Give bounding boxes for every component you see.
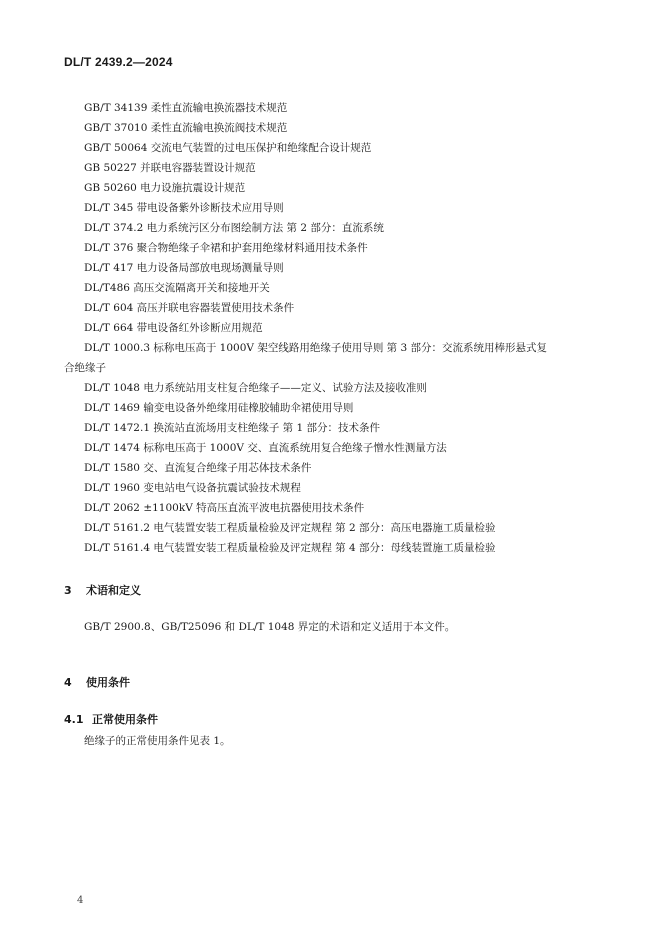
section-title: 正常使用条件 bbox=[92, 713, 158, 726]
reference-item: DL/T 1474 标称电压高于 1000V 交、直流系统用复合绝缘子憎水性测量方法 bbox=[84, 442, 447, 454]
reference-line-2: 合绝缘子 bbox=[64, 362, 106, 374]
section-3-text: GB/T 2900.8、GB/T25096 和 DL/T 1048 界定的术语和定义适用于本文件。 bbox=[84, 621, 456, 633]
reference-item: DL/T 1472.1 换流站直流场用支柱绝缘子 第 1 部分：技术条件 bbox=[84, 422, 381, 434]
section-4-1-text: 绝缘子的正常使用条件见表 1。 bbox=[84, 735, 231, 747]
reference-item: DL/T 417 电力设备局部放电现场测量导则 bbox=[84, 262, 284, 274]
section-3-heading bbox=[64, 582, 141, 598]
reference-item: DL/T 5161.4 电气装置安装工程质量检验及评定规程 第 4 部分：母线装置施工质量检验 bbox=[84, 542, 496, 554]
reference-item: DL/T 376 聚合物绝缘子伞裙和护套用绝缘材料通用技术条件 bbox=[84, 242, 368, 254]
reference-item: DL/T 1048 电力系统站用支柱复合绝缘子——定义、试验方法及接收准则 bbox=[84, 382, 427, 394]
reference-item: GB/T 34139 柔性直流输电换流器技术规范 bbox=[84, 102, 288, 114]
section-number: 4 bbox=[64, 676, 72, 689]
reference-item: DL/T 345 带电设备紫外诊断技术应用导则 bbox=[84, 202, 284, 214]
section-number: 4.1 bbox=[64, 713, 84, 726]
reference-item: GB/T 50064 交流电气装置的过电压保护和绝缘配合设计规范 bbox=[84, 142, 372, 154]
reference-item: GB 50227 并联电容器装置设计规范 bbox=[84, 162, 256, 174]
reference-line-1: DL/T 1000.3 标称电压高于 1000V 架空线路用绝缘子使用导则 第 3 部分：交流系统用棒形悬式复 bbox=[84, 342, 548, 354]
reference-item: DL/T 1469 输变电设备外绝缘用硅橡胶辅助伞裙使用导则 bbox=[84, 402, 354, 414]
section-title: 使用条件 bbox=[86, 676, 130, 689]
section-4-heading bbox=[64, 674, 130, 690]
reference-item: DL/T 664 带电设备红外诊断应用规范 bbox=[84, 322, 263, 334]
reference-item: DL/T 5161.2 电气装置安装工程质量检验及评定规程 第 2 部分：高压电器施工质量检验 bbox=[84, 522, 496, 534]
reference-item: DL/T 604 高压并联电容器装置使用技术条件 bbox=[84, 302, 295, 314]
section-number: 3 bbox=[64, 584, 72, 597]
reference-item: DL/T 1580 交、直流复合绝缘子用芯体技术条件 bbox=[84, 462, 312, 474]
section-title: 术语和定义 bbox=[86, 584, 141, 597]
reference-item: DL/T486 高压交流隔离开关和接地开关 bbox=[84, 282, 270, 294]
reference-item: GB 50260 电力设施抗震设计规范 bbox=[84, 182, 246, 194]
reference-item-wrapped bbox=[64, 338, 624, 378]
reference-item: GB/T 37010 柔性直流输电换流阀技术规范 bbox=[84, 122, 288, 134]
reference-item: DL/T 1960 变电站电气设备抗震试验技术规程 bbox=[84, 482, 301, 494]
document-number-header: DL/T 2439.2—2024 bbox=[64, 55, 173, 69]
normative-references-list bbox=[64, 98, 624, 558]
reference-item: DL/T 374.2 电力系统污区分布图绘制方法 第 2 部分：直流系统 bbox=[84, 222, 384, 234]
page-number: 4 bbox=[77, 895, 84, 906]
section-4-1-heading bbox=[64, 711, 158, 727]
reference-item: DL/T 2062 ±1100kV 特高压直流平波电抗器使用技术条件 bbox=[84, 502, 365, 514]
